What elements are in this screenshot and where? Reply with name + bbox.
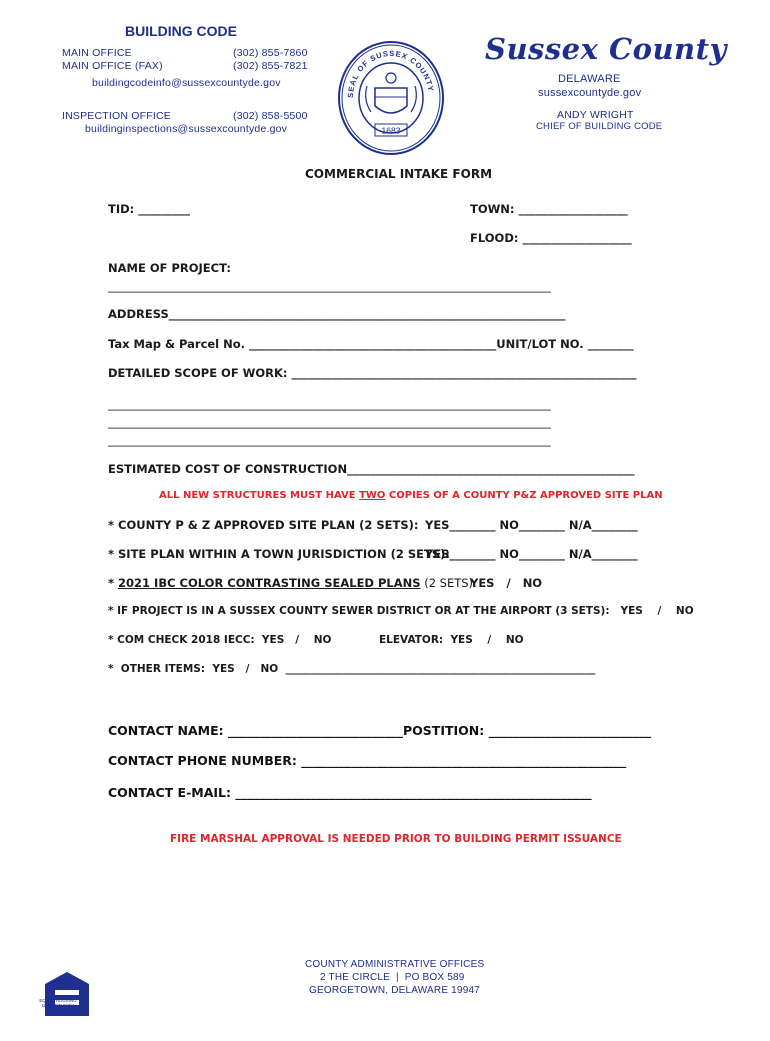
- cost-field[interactable]: ESTIMATED COST OF CONSTRUCTION__________________________________________________: [108, 462, 635, 476]
- item-sewer-district[interactable]: * IF PROJECT IS IN A SUSSEX COUNTY SEWER DISTRICT OR AT THE AIRPORT (3 SETS): YES / NO: [108, 605, 694, 617]
- fire-marshal-notice: FIRE MARSHAL APPROVAL IS NEEDED PRIOR TO BUILDING PERMIT ISSUANCE: [170, 833, 622, 845]
- inspection-office-label: INSPECTION OFFICE: [62, 110, 171, 122]
- eho-caption: EQUAL HOUSING OPPORTUNITY: [39, 998, 77, 1008]
- item-ibc-prefix: *: [108, 576, 119, 590]
- item-ibc-suffix: (2 SETS):: [420, 576, 477, 590]
- item-town-site-plan-label: * SITE PLAN WITHIN A TOWN JURISDICTION (2 SETS):: [108, 547, 450, 561]
- project-name-label: NAME OF PROJECT:: [108, 261, 231, 275]
- item-com-check[interactable]: * COM CHECK 2018 IECC: YES / NO: [108, 634, 332, 646]
- item-ibc-label: 2021 IBC COLOR CONTRASTING SEALED PLANS: [118, 576, 421, 590]
- footer-line-1: COUNTY ADMINISTRATIVE OFFICES: [305, 959, 485, 970]
- main-office-fax-label: MAIN OFFICE (FAX): [62, 60, 163, 72]
- county-name-logo: Sussex County: [485, 32, 727, 66]
- form-title: COMMERCIAL INTAKE FORM: [305, 167, 493, 181]
- chief-name: ANDY WRIGHT: [557, 109, 634, 121]
- site-plan-warning: [159, 490, 663, 501]
- tax-map-field[interactable]: Tax Map & Parcel No. ___________________________________________UNIT/LOT NO. ________: [108, 337, 634, 351]
- item-town-site-plan-options[interactable]: YES________ NO________ N/A________: [425, 547, 638, 561]
- svg-text:SEAL OF SUSSEX COUNTY DELAWARE: [337, 40, 436, 98]
- item-county-site-plan-options[interactable]: YES________ NO________ N/A________: [425, 518, 638, 532]
- item-ibc-options[interactable]: YES / NO: [470, 576, 543, 590]
- contact-name-field[interactable]: CONTACT NAME: ____________________________POSTITION: __________________________: [108, 723, 652, 738]
- scope-line-3[interactable]: _____________________________________________________________________________: [108, 433, 551, 447]
- main-office-label: MAIN OFFICE: [62, 47, 132, 59]
- item-ibc-plans: [108, 576, 477, 590]
- project-name-line[interactable]: _____________________________________________________________________________: [108, 279, 551, 293]
- contact-email-field[interactable]: CONTACT E-MAIL: _________________________________________________________: [108, 785, 592, 800]
- item-other[interactable]: * OTHER ITEMS: YES / NO ___________________________________________________________: [108, 663, 596, 675]
- inspection-email-link[interactable]: buildinginspections@sussexcountyde.gov: [85, 123, 288, 135]
- item-elevator[interactable]: ELEVATOR: YES / NO: [379, 634, 524, 646]
- scope-line-1[interactable]: _____________________________________________________________________________: [108, 397, 551, 411]
- town-field[interactable]: TOWN: ___________________: [470, 202, 628, 216]
- footer-line-3: GEORGETOWN, DELAWARE 19947: [309, 985, 480, 996]
- equal-housing-opportunity-icon: [34, 952, 82, 1012]
- main-office-phone: (302) 855-7860: [233, 47, 308, 59]
- site-plan-warning-pre: ALL NEW STRUCTURES MUST HAVE: [159, 490, 360, 501]
- chief-title: CHIEF OF BUILDING CODE: [536, 121, 663, 132]
- address-field[interactable]: ADDRESS_____________________________________________________________________: [108, 307, 566, 321]
- seal-year: 1683: [381, 125, 401, 136]
- county-seal-icon: [328, 22, 436, 138]
- contact-phone-field[interactable]: CONTACT PHONE NUMBER: ____________________________________________________: [108, 753, 627, 768]
- seal-text: SEAL OF SUSSEX COUNTY: [345, 48, 436, 99]
- site-plan-warning-post: COPIES OF A COUNTY P&Z APPROVED SITE PLAN: [385, 490, 663, 501]
- main-email-link[interactable]: buildingcodeinfo@sussexcountyde.gov: [92, 77, 281, 89]
- flood-field[interactable]: FLOOD: ___________________: [470, 231, 632, 245]
- inspection-office-phone: (302) 858-5500: [233, 110, 308, 122]
- main-office-fax-phone: (302) 855-7821: [233, 60, 308, 72]
- tid-field[interactable]: TID: _________: [108, 202, 191, 216]
- site-plan-warning-em: TWO: [359, 490, 386, 501]
- scope-line-2[interactable]: _____________________________________________________________________________: [108, 415, 551, 429]
- item-county-site-plan-label: * COUNTY P & Z APPROVED SITE PLAN (2 SETS):: [108, 518, 419, 532]
- website-link[interactable]: sussexcountyde.gov: [538, 87, 642, 99]
- scope-field[interactable]: DETAILED SCOPE OF WORK: ____________________________________________________________: [108, 366, 637, 380]
- footer-line-2: 2 THE CIRCLE | PO BOX 589: [320, 972, 465, 983]
- header-title: BUILDING CODE: [125, 23, 237, 39]
- state-label: DELAWARE: [558, 73, 621, 85]
